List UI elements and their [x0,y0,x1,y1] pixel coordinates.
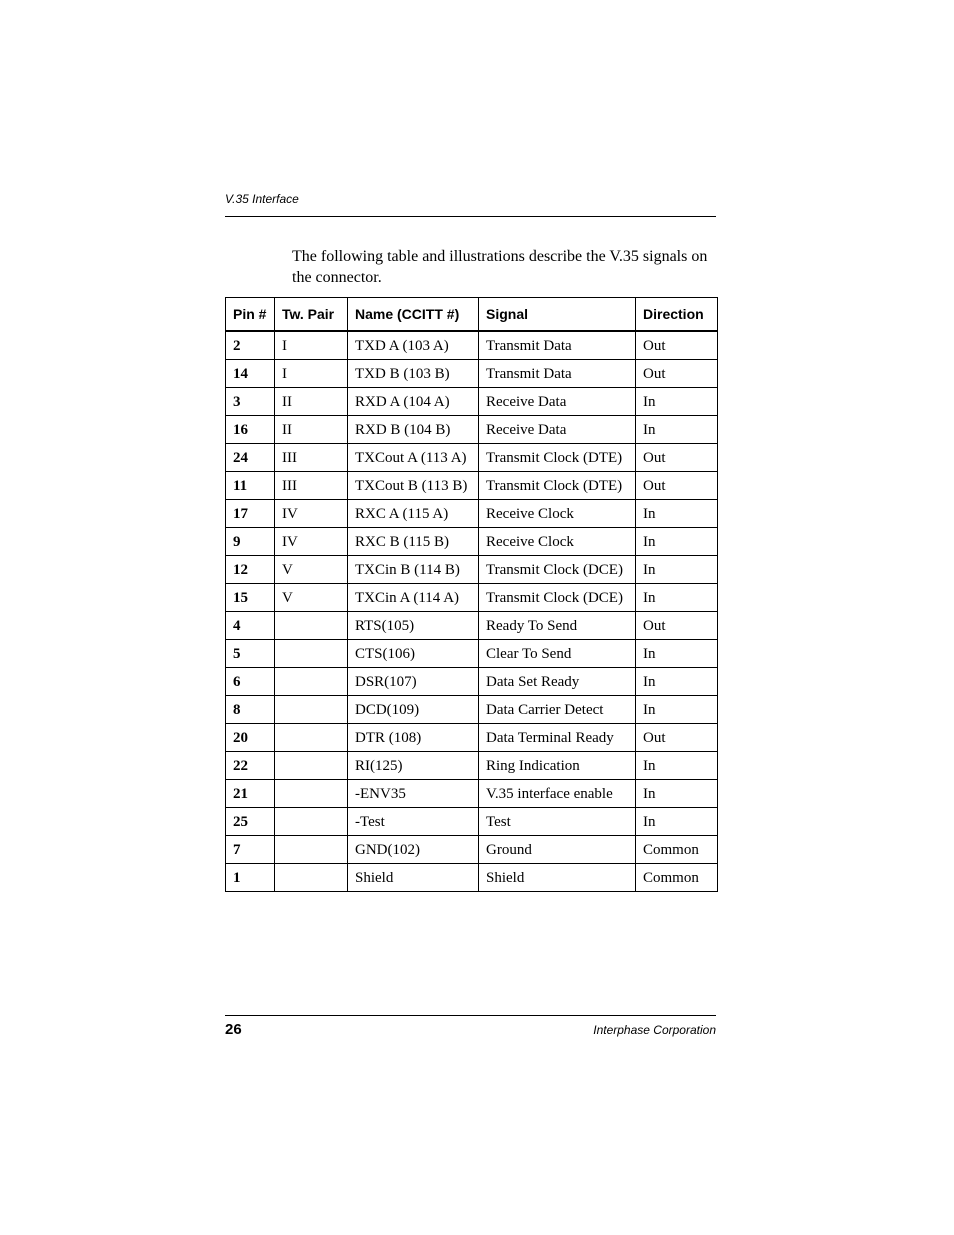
name-cell: RTS(105) [348,612,479,640]
name-cell: TXD A (103 A) [348,331,479,360]
signal-cell: Data Set Ready [479,668,636,696]
page-number: 26 [225,1021,242,1038]
table-body [226,331,718,892]
signal-cell: Data Terminal Ready [479,724,636,752]
tw-pair-cell: IV [275,500,348,528]
pin-cell: 25 [226,808,275,836]
pin-cell: 8 [226,696,275,724]
table-row [226,444,718,472]
tw-pair-cell [275,640,348,668]
v35-signal-table [225,297,718,892]
tw-pair-cell: V [275,584,348,612]
signal-cell: Receive Clock [479,528,636,556]
direction-cell: In [636,584,718,612]
footer-company: Interphase Corporation [593,1023,716,1037]
table-row [226,331,718,360]
direction-cell: In [636,388,718,416]
name-cell: -Test [348,808,479,836]
pin-cell: 5 [226,640,275,668]
name-cell: TXCin A (114 A) [348,584,479,612]
signal-cell: Ring Indication [479,752,636,780]
name-cell: TXCin B (114 B) [348,556,479,584]
table-row [226,472,718,500]
pin-cell: 21 [226,780,275,808]
table-row [226,388,718,416]
pin-cell: 17 [226,500,275,528]
direction-cell: In [636,416,718,444]
signal-cell: Test [479,808,636,836]
intro-paragraph: The following table and illustrations describe the V.35 signals on the connector. [292,248,708,286]
table-row [226,528,718,556]
pin-cell: 15 [226,584,275,612]
signal-cell: Transmit Clock (DCE) [479,584,636,612]
name-cell: RXD B (104 B) [348,416,479,444]
table-row [226,416,718,444]
signal-cell: Ground [479,836,636,864]
pin-cell: 1 [226,864,275,892]
name-cell: TXCout A (113 A) [348,444,479,472]
signal-cell: Receive Clock [479,500,636,528]
signal-cell: Transmit Clock (DCE) [479,556,636,584]
tw-pair-cell: III [275,444,348,472]
name-cell: RXC A (115 A) [348,500,479,528]
signal-cell: Transmit Clock (DTE) [479,444,636,472]
direction-cell: Out [636,612,718,640]
table-row [226,584,718,612]
signal-cell: Receive Data [479,388,636,416]
pin-cell: 3 [226,388,275,416]
pin-cell: 24 [226,444,275,472]
pin-cell: 20 [226,724,275,752]
column-header-name: Name (CCITT #) [348,298,479,332]
table-row [226,808,718,836]
direction-cell: In [636,808,718,836]
pin-cell: 22 [226,752,275,780]
direction-cell: In [636,528,718,556]
pin-cell: 9 [226,528,275,556]
tw-pair-cell [275,696,348,724]
name-cell: -ENV35 [348,780,479,808]
tw-pair-cell: II [275,388,348,416]
column-header-direction: Direction [636,298,718,332]
footer-rule [225,1015,716,1016]
tw-pair-cell [275,836,348,864]
tw-pair-cell: I [275,360,348,388]
direction-cell: Out [636,472,718,500]
direction-cell: In [636,696,718,724]
tw-pair-cell [275,808,348,836]
direction-cell: Common [636,864,718,892]
tw-pair-cell: III [275,472,348,500]
name-cell: RI(125) [348,752,479,780]
name-cell: CTS(106) [348,640,479,668]
direction-cell: Common [636,836,718,864]
pin-cell: 4 [226,612,275,640]
table-row [226,500,718,528]
name-cell: DCD(109) [348,696,479,724]
pin-cell: 12 [226,556,275,584]
table-row [226,668,718,696]
pin-cell: 16 [226,416,275,444]
table-row [226,612,718,640]
tw-pair-cell [275,612,348,640]
signal-cell: Ready To Send [479,612,636,640]
signal-cell: V.35 interface enable [479,780,636,808]
column-header-tw-pair: Tw. Pair [275,298,348,332]
pin-cell: 14 [226,360,275,388]
signal-cell: Clear To Send [479,640,636,668]
pin-cell: 11 [226,472,275,500]
pin-cell: 7 [226,836,275,864]
tw-pair-cell: V [275,556,348,584]
tw-pair-cell: I [275,331,348,360]
tw-pair-cell [275,668,348,696]
signal-cell: Transmit Data [479,331,636,360]
column-header-signal: Signal [479,298,636,332]
signal-cell: Data Carrier Detect [479,696,636,724]
table-row [226,780,718,808]
direction-cell: In [636,752,718,780]
tw-pair-cell [275,752,348,780]
name-cell: DSR(107) [348,668,479,696]
direction-cell: In [636,780,718,808]
column-header-pin: Pin # [226,298,275,332]
table-row [226,864,718,892]
name-cell: TXCout B (113 B) [348,472,479,500]
table-row [226,836,718,864]
table-row [226,696,718,724]
table-header-row [226,298,718,332]
direction-cell: Out [636,331,718,360]
direction-cell: Out [636,724,718,752]
direction-cell: In [636,640,718,668]
table-row [226,724,718,752]
direction-cell: In [636,556,718,584]
pin-cell: 6 [226,668,275,696]
direction-cell: Out [636,360,718,388]
running-head: V.35 Interface [225,192,299,206]
tw-pair-cell: II [275,416,348,444]
table-row [226,556,718,584]
tw-pair-cell [275,864,348,892]
name-cell: TXD B (103 B) [348,360,479,388]
signal-cell: Transmit Data [479,360,636,388]
table-row [226,640,718,668]
name-cell: RXD A (104 A) [348,388,479,416]
name-cell: Shield [348,864,479,892]
name-cell: RXC B (115 B) [348,528,479,556]
tw-pair-cell: IV [275,528,348,556]
direction-cell: Out [636,444,718,472]
tw-pair-cell [275,724,348,752]
name-cell: DTR (108) [348,724,479,752]
direction-cell: In [636,668,718,696]
name-cell: GND(102) [348,836,479,864]
header-rule [225,216,716,217]
table-row [226,360,718,388]
signal-cell: Transmit Clock (DTE) [479,472,636,500]
tw-pair-cell [275,780,348,808]
signal-cell: Shield [479,864,636,892]
table-row [226,752,718,780]
signal-cell: Receive Data [479,416,636,444]
direction-cell: In [636,500,718,528]
pin-cell: 2 [226,331,275,360]
